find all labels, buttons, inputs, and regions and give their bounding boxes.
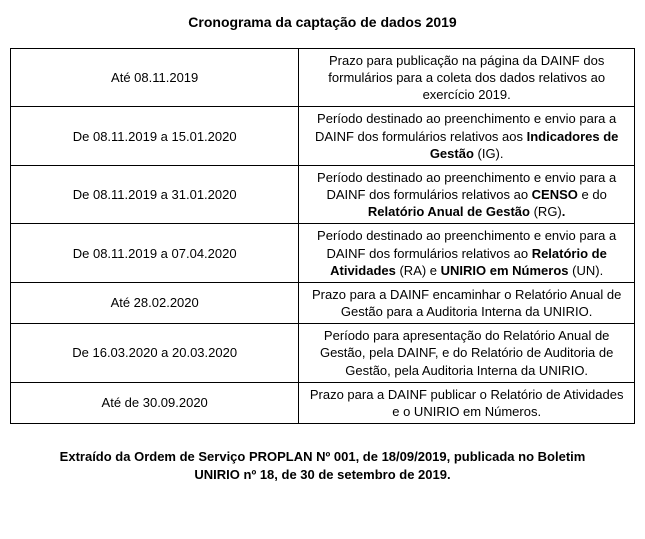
description-cell: Período destinado ao preenchimento e envio para a DAINF dos formulários relativos aos Indicadores de Gestão (IG). (299, 107, 635, 165)
period-cell: Até de 30.09.2020 (11, 382, 299, 423)
period-cell: De 08.11.2019 a 31.01.2020 (11, 165, 299, 223)
table-row (11, 282, 635, 323)
source-note: Extraído da Ordem de Serviço PROPLAN Nº 001, de 18/09/2019, publicada no Boletim UNIRIO nº 18, de 30 de setembro de 2019. (59, 448, 586, 483)
description-cell: Período destinado ao preenchimento e envio para a DAINF dos formulários relativos ao CENSO e do Relatório Anual de Gestão (RG). (299, 165, 635, 223)
period-cell: Até 28.02.2020 (11, 282, 299, 323)
description-cell: Período destinado ao preenchimento e envio para a DAINF dos formulários relativos ao Relatório de Atividades (RA) e UNIRIO em Números (UN). (299, 224, 635, 282)
table-row (11, 49, 635, 107)
table-row (11, 382, 635, 423)
schedule-table (10, 48, 635, 424)
period-cell: De 08.11.2019 a 15.01.2020 (11, 107, 299, 165)
description-cell: Período para apresentação do Relatório Anual de Gestão, pela DAINF, e do Relatório de Auditoria de Gestão, pela Auditoria Interna da UNIRIO. (299, 324, 635, 382)
table-row (11, 224, 635, 282)
table-row (11, 107, 635, 165)
period-cell: De 16.03.2020 a 20.03.2020 (11, 324, 299, 382)
description-cell: Prazo para a DAINF encaminhar o Relatório Anual de Gestão para a Auditoria Interna da UNIRIO. (299, 282, 635, 323)
table-row (11, 165, 635, 223)
period-cell: Até 08.11.2019 (11, 49, 299, 107)
description-cell: Prazo para publicação na página da DAINF dos formulários para a coleta dos dados relativos ao exercício 2019. (299, 49, 635, 107)
page-title: Cronograma da captação de dados 2019 (188, 14, 457, 30)
description-cell: Prazo para a DAINF publicar o Relatório de Atividades e o UNIRIO em Números. (299, 382, 635, 423)
period-cell: De 08.11.2019 a 07.04.2020 (11, 224, 299, 282)
table-row (11, 324, 635, 382)
